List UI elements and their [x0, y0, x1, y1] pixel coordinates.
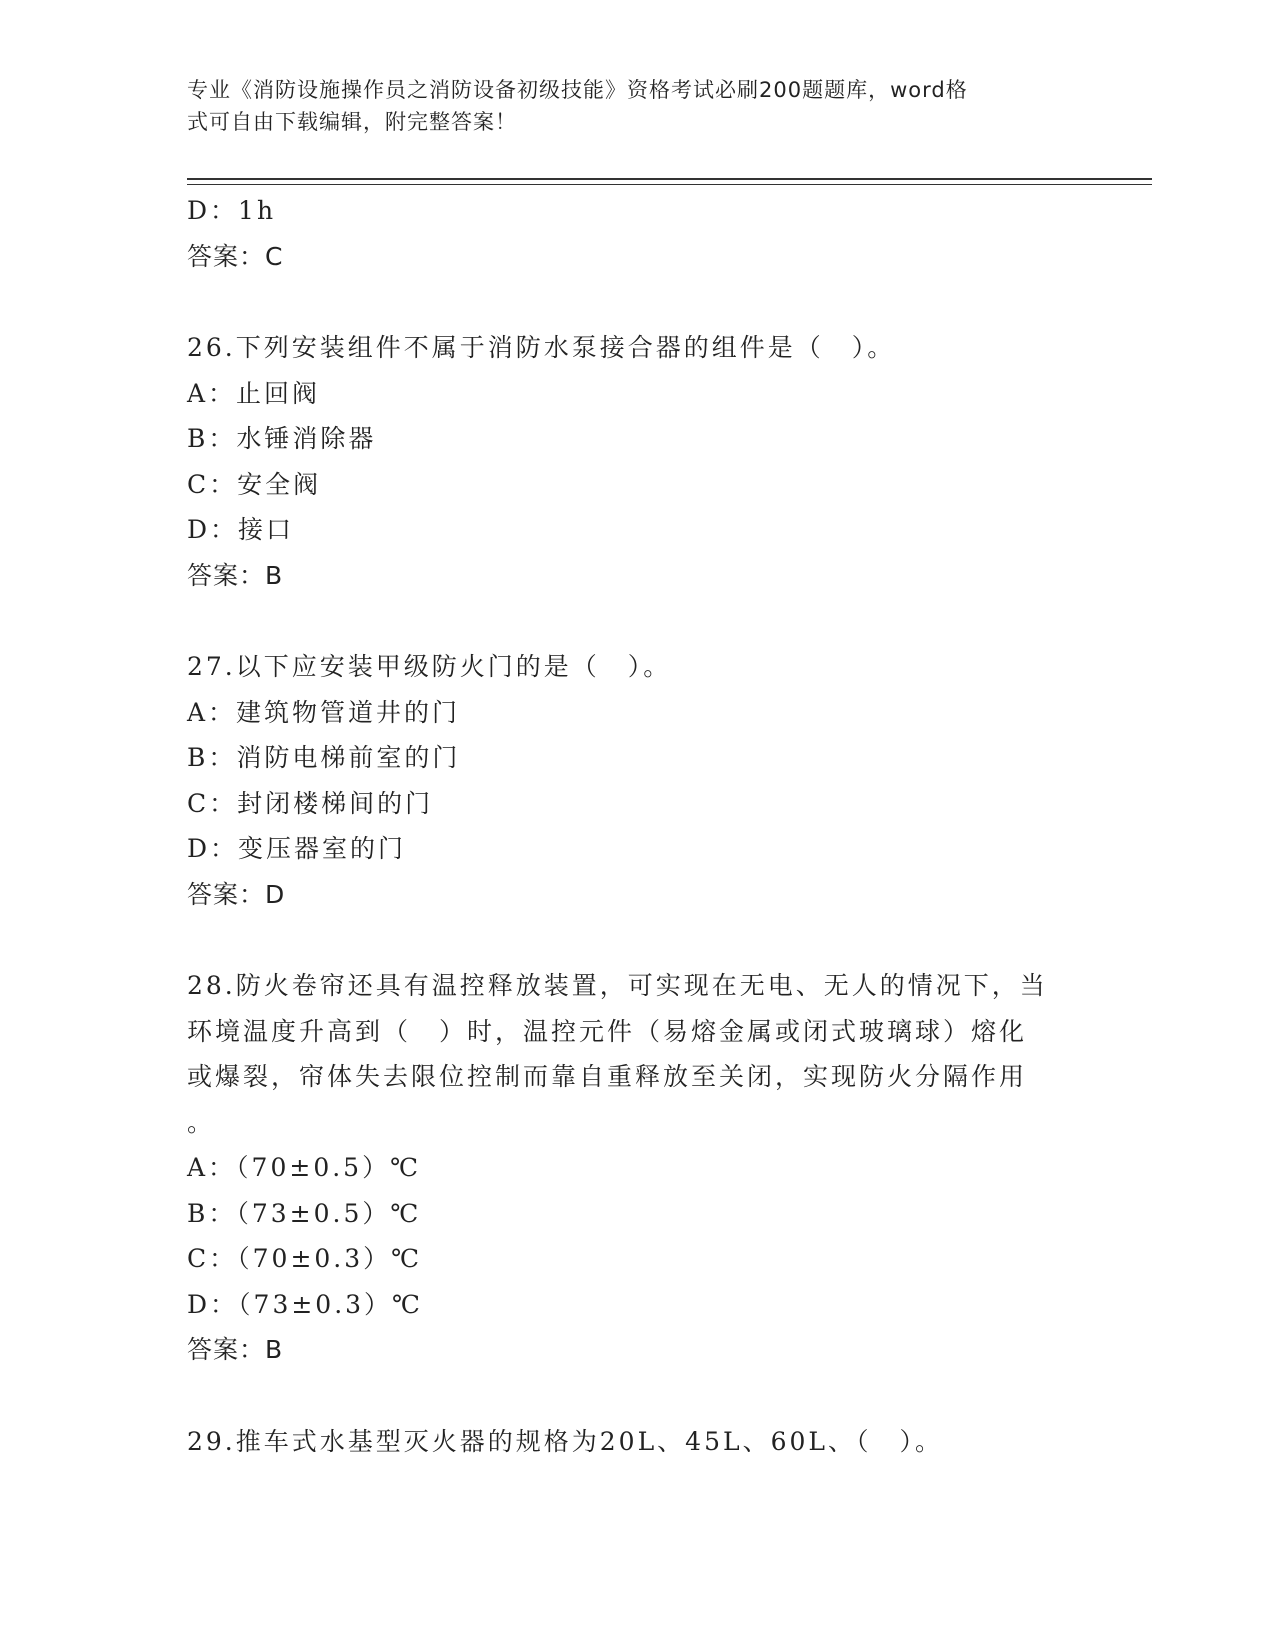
option-d: D：（73±0.3）℃: [187, 1289, 424, 1319]
question-stem: 29.推车式水基型灭火器的规格为20L、45L、60L、（ ）。: [187, 1426, 943, 1456]
option-b: B：水锤消除器: [187, 424, 377, 453]
option-b: B：消防电梯前室的门: [187, 743, 461, 772]
header-line-1: 专业《消防设施操作员之消防设备初级技能》资格考试必刷200题题库，word格: [187, 78, 968, 102]
question-stem-line-2: 环境温度升高到（ ）时，温控元件（易熔金属或闭式玻璃球）熔化: [187, 1016, 1028, 1046]
option-d: D：变压器室的门: [187, 834, 407, 863]
option-a: A：（70±0.5）℃: [187, 1153, 422, 1182]
option-a: A：止回阀: [187, 378, 321, 408]
document-body: [187, 188, 1087, 1464]
question-27: [187, 644, 1087, 917]
answer-line: 答案：D: [187, 879, 286, 909]
question-28: [187, 963, 1087, 1373]
header-line-2: 式可自由下载编辑，附完整答案！: [187, 110, 517, 134]
option-c: C：安全阀: [187, 469, 322, 499]
question-stem-line-3: 或爆裂，帘体失去限位控制而靠自重释放至关闭，实现防火分隔作用: [187, 1062, 1028, 1091]
header-divider-thick: [187, 178, 1152, 180]
option-c: C：封闭楼梯间的门: [187, 788, 434, 818]
option-b: B：（73±0.5）℃: [187, 1198, 422, 1228]
option-c: C：（70±0.3）℃: [187, 1244, 423, 1273]
option-a: A：建筑物管道井的门: [187, 697, 461, 727]
question-stem: 26.下列安装组件不属于消防水泵接合器的组件是（ ）。: [187, 333, 896, 362]
answer-line: 答案：B: [187, 560, 284, 590]
option-d: D：接口: [187, 515, 295, 544]
question-stem-line-4: 。: [187, 1107, 216, 1137]
header-divider-thin: [187, 184, 1152, 185]
answer-line: 答案：B: [187, 1335, 284, 1364]
page-header: [187, 74, 1067, 138]
answer-line: 答案：C: [187, 241, 284, 271]
question-stem-line-1: 28.防火卷帘还具有温控释放装置，可实现在无电、无人的情况下，当: [187, 971, 1048, 1000]
question-stem: 27.以下应安装甲级防火门的是（ ）。: [187, 652, 672, 681]
option-d: D：1h: [187, 196, 277, 225]
question-26: [187, 325, 1087, 598]
question-29: [187, 1419, 1087, 1465]
